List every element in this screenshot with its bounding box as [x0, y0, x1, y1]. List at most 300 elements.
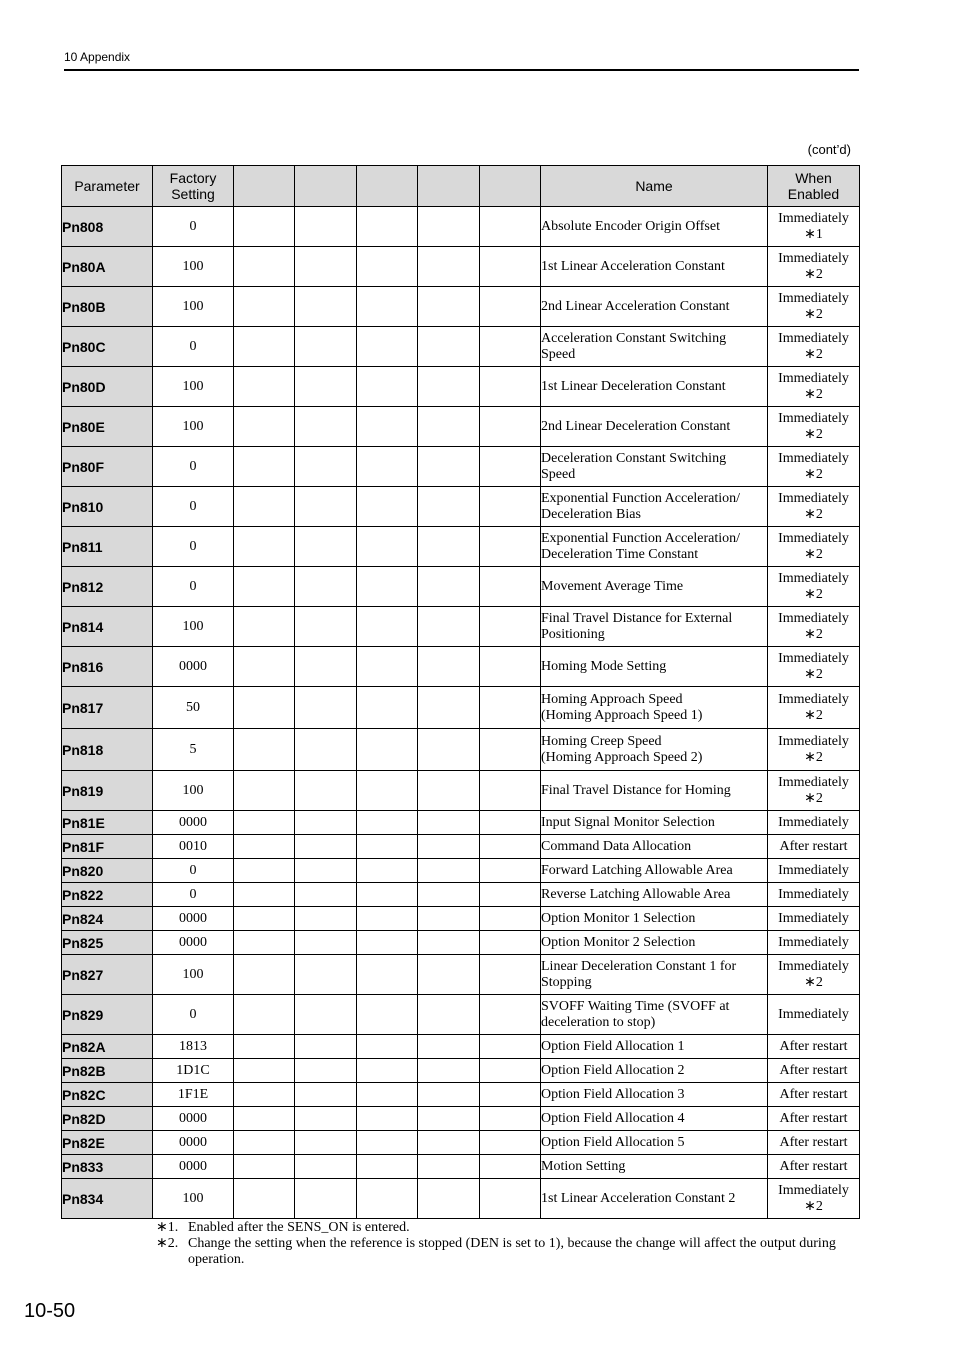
- blank-cell: [480, 931, 541, 955]
- parameter-number-cell: Pn829: [62, 995, 153, 1035]
- blank-cell: [357, 955, 418, 995]
- column-header-blank: [480, 166, 541, 207]
- blank-cell: [357, 883, 418, 907]
- blank-cell: [480, 1083, 541, 1107]
- blank-cell: [357, 447, 418, 487]
- parameter-name-cell: 1st Linear Acceleration Constant 2: [541, 1179, 768, 1219]
- factory-setting-cell: 0: [153, 527, 234, 567]
- factory-setting-cell: 0000: [153, 931, 234, 955]
- parameter-number-cell: Pn812: [62, 567, 153, 607]
- header-rule: [64, 69, 859, 71]
- blank-cell: [480, 835, 541, 859]
- parameter-name-cell: 1st Linear Deceleration Constant: [541, 367, 768, 407]
- blank-cell: [234, 811, 295, 835]
- blank-cell: [295, 995, 357, 1035]
- blank-cell: [295, 207, 357, 247]
- parameter-name-cell: Homing Approach Speed (Homing Approach Speed 1): [541, 687, 768, 729]
- blank-cell: [295, 835, 357, 859]
- parameter-name-cell: Forward Latching Allowable Area: [541, 859, 768, 883]
- blank-cell: [418, 207, 480, 247]
- blank-cell: [295, 327, 357, 367]
- blank-cell: [234, 407, 295, 447]
- parameter-name-cell: Movement Average Time: [541, 567, 768, 607]
- footnote-mark: ∗1.: [156, 1220, 179, 1235]
- footnote-text: Change the setting when the reference is stopped (DEN is set to 1), because the change will affect the output during operation.: [188, 1236, 836, 1267]
- blank-cell: [418, 247, 480, 287]
- blank-cell: [418, 811, 480, 835]
- blank-cell: [295, 567, 357, 607]
- blank-cell: [418, 647, 480, 687]
- when-enabled-cell: Immediately: [768, 907, 860, 931]
- parameter-name-cell: Final Travel Distance for Homing: [541, 771, 768, 811]
- factory-setting-cell: 0: [153, 327, 234, 367]
- parameter-name-cell: Exponential Function Acceleration/ Deceleration Bias: [541, 487, 768, 527]
- table-row: [62, 207, 860, 247]
- parameter-number-cell: Pn80E: [62, 407, 153, 447]
- blank-cell: [357, 1155, 418, 1179]
- blank-cell: [357, 729, 418, 771]
- factory-setting-cell: 0: [153, 447, 234, 487]
- blank-cell: [234, 771, 295, 811]
- parameter-number-cell: Pn824: [62, 907, 153, 931]
- factory-setting-cell: 1813: [153, 1035, 234, 1059]
- column-header-when-enabled: When Enabled: [768, 166, 860, 207]
- blank-cell: [357, 811, 418, 835]
- factory-setting-cell: 0: [153, 859, 234, 883]
- factory-setting-cell: 5: [153, 729, 234, 771]
- table-row: [62, 1059, 860, 1083]
- parameter-number-cell: Pn814: [62, 607, 153, 647]
- parameter-number-cell: Pn80B: [62, 287, 153, 327]
- parameter-name-cell: Final Travel Distance for External Positioning: [541, 607, 768, 647]
- blank-cell: [418, 931, 480, 955]
- factory-setting-cell: 0: [153, 883, 234, 907]
- factory-setting-cell: 100: [153, 607, 234, 647]
- parameter-name-cell: Deceleration Constant Switching Speed: [541, 447, 768, 487]
- blank-cell: [418, 729, 480, 771]
- parameter-number-cell: Pn80D: [62, 367, 153, 407]
- blank-cell: [234, 647, 295, 687]
- blank-cell: [295, 487, 357, 527]
- parameter-name-cell: Motion Setting: [541, 1155, 768, 1179]
- parameter-name-cell: Option Monitor 1 Selection: [541, 907, 768, 931]
- when-enabled-cell: Immediately ∗1: [768, 207, 860, 247]
- table-row: [62, 567, 860, 607]
- parameter-name-cell: Absolute Encoder Origin Offset: [541, 207, 768, 247]
- when-enabled-cell: Immediately ∗2: [768, 487, 860, 527]
- blank-cell: [480, 487, 541, 527]
- table-row: [62, 647, 860, 687]
- blank-cell: [234, 287, 295, 327]
- blank-cell: [480, 687, 541, 729]
- when-enabled-cell: Immediately ∗2: [768, 687, 860, 729]
- blank-cell: [480, 729, 541, 771]
- blank-cell: [295, 955, 357, 995]
- continued-label: (cont’d): [807, 142, 851, 157]
- parameter-name-cell: Option Field Allocation 2: [541, 1059, 768, 1083]
- blank-cell: [234, 1083, 295, 1107]
- when-enabled-cell: Immediately ∗2: [768, 447, 860, 487]
- blank-cell: [357, 487, 418, 527]
- blank-cell: [480, 287, 541, 327]
- parameter-name-cell: 1st Linear Acceleration Constant: [541, 247, 768, 287]
- blank-cell: [418, 955, 480, 995]
- table-row: [62, 407, 860, 447]
- blank-cell: [418, 883, 480, 907]
- factory-setting-cell: 0000: [153, 907, 234, 931]
- blank-cell: [295, 407, 357, 447]
- blank-cell: [234, 327, 295, 367]
- when-enabled-cell: After restart: [768, 1035, 860, 1059]
- blank-cell: [418, 771, 480, 811]
- parameter-number-cell: Pn82A: [62, 1035, 153, 1059]
- parameter-name-cell: Option Field Allocation 4: [541, 1107, 768, 1131]
- blank-cell: [295, 367, 357, 407]
- table-row: [62, 687, 860, 729]
- when-enabled-cell: Immediately ∗2: [768, 287, 860, 327]
- factory-setting-cell: 0: [153, 487, 234, 527]
- factory-setting-cell: 100: [153, 1179, 234, 1219]
- table-row: [62, 367, 860, 407]
- when-enabled-cell: After restart: [768, 1083, 860, 1107]
- blank-cell: [234, 447, 295, 487]
- page-number: 10-50: [24, 1300, 76, 1322]
- blank-cell: [357, 995, 418, 1035]
- parameter-number-cell: Pn822: [62, 883, 153, 907]
- blank-cell: [234, 247, 295, 287]
- parameter-number-cell: Pn817: [62, 687, 153, 729]
- blank-cell: [234, 883, 295, 907]
- blank-cell: [234, 729, 295, 771]
- factory-setting-cell: 100: [153, 955, 234, 995]
- blank-cell: [234, 1035, 295, 1059]
- blank-cell: [418, 567, 480, 607]
- parameter-name-cell: 2nd Linear Acceleration Constant: [541, 287, 768, 327]
- blank-cell: [295, 883, 357, 907]
- blank-cell: [234, 995, 295, 1035]
- when-enabled-cell: Immediately ∗2: [768, 567, 860, 607]
- blank-cell: [480, 1035, 541, 1059]
- when-enabled-cell: Immediately ∗2: [768, 729, 860, 771]
- blank-cell: [295, 729, 357, 771]
- parameter-name-cell: Input Signal Monitor Selection: [541, 811, 768, 835]
- when-enabled-cell: Immediately ∗2: [768, 955, 860, 995]
- blank-cell: [295, 647, 357, 687]
- blank-cell: [480, 811, 541, 835]
- column-header-blank: [357, 166, 418, 207]
- when-enabled-cell: Immediately ∗2: [768, 527, 860, 567]
- column-header-blank: [295, 166, 357, 207]
- factory-setting-cell: 100: [153, 367, 234, 407]
- parameter-number-cell: Pn827: [62, 955, 153, 995]
- blank-cell: [357, 607, 418, 647]
- blank-cell: [480, 247, 541, 287]
- parameter-number-cell: Pn810: [62, 487, 153, 527]
- blank-cell: [480, 907, 541, 931]
- blank-cell: [357, 859, 418, 883]
- blank-cell: [480, 995, 541, 1035]
- table-body: [62, 207, 860, 1219]
- blank-cell: [357, 1035, 418, 1059]
- table-row: [62, 287, 860, 327]
- table-row: [62, 1155, 860, 1179]
- factory-setting-cell: 100: [153, 771, 234, 811]
- blank-cell: [418, 1083, 480, 1107]
- blank-cell: [234, 687, 295, 729]
- blank-cell: [418, 907, 480, 931]
- blank-cell: [418, 1155, 480, 1179]
- blank-cell: [357, 567, 418, 607]
- blank-cell: [357, 287, 418, 327]
- when-enabled-cell: After restart: [768, 1107, 860, 1131]
- parameter-name-cell: 2nd Linear Deceleration Constant: [541, 407, 768, 447]
- blank-cell: [234, 527, 295, 567]
- blank-cell: [357, 367, 418, 407]
- parameter-number-cell: Pn82C: [62, 1083, 153, 1107]
- parameter-number-cell: Pn834: [62, 1179, 153, 1219]
- blank-cell: [357, 1083, 418, 1107]
- parameter-name-cell: Homing Mode Setting: [541, 647, 768, 687]
- blank-cell: [295, 1107, 357, 1131]
- blank-cell: [418, 527, 480, 567]
- blank-cell: [480, 883, 541, 907]
- parameter-number-cell: Pn808: [62, 207, 153, 247]
- parameter-number-cell: Pn820: [62, 859, 153, 883]
- factory-setting-cell: 1D1C: [153, 1059, 234, 1083]
- blank-cell: [480, 1059, 541, 1083]
- column-header-blank: [418, 166, 480, 207]
- parameter-name-cell: Option Field Allocation 1: [541, 1035, 768, 1059]
- table-row: [62, 729, 860, 771]
- blank-cell: [418, 1059, 480, 1083]
- table-row: [62, 907, 860, 931]
- blank-cell: [295, 247, 357, 287]
- blank-cell: [418, 487, 480, 527]
- parameter-name-cell: Linear Deceleration Constant 1 for Stopping: [541, 955, 768, 995]
- blank-cell: [295, 447, 357, 487]
- blank-cell: [357, 527, 418, 567]
- parameter-name-cell: SVOFF Waiting Time (SVOFF at deceleration to stop): [541, 995, 768, 1035]
- blank-cell: [418, 995, 480, 1035]
- column-header-name: Name: [541, 166, 768, 207]
- blank-cell: [234, 1179, 295, 1219]
- blank-cell: [480, 527, 541, 567]
- blank-cell: [357, 1131, 418, 1155]
- parameter-name-cell: Option Field Allocation 5: [541, 1131, 768, 1155]
- blank-cell: [295, 1131, 357, 1155]
- blank-cell: [295, 1179, 357, 1219]
- table-row: [62, 247, 860, 287]
- when-enabled-cell: Immediately: [768, 931, 860, 955]
- blank-cell: [480, 567, 541, 607]
- blank-cell: [418, 327, 480, 367]
- when-enabled-cell: Immediately: [768, 995, 860, 1035]
- when-enabled-cell: Immediately: [768, 883, 860, 907]
- parameter-number-cell: Pn80C: [62, 327, 153, 367]
- when-enabled-cell: After restart: [768, 835, 860, 859]
- blank-cell: [295, 771, 357, 811]
- blank-cell: [480, 771, 541, 811]
- blank-cell: [418, 859, 480, 883]
- table-row: [62, 1131, 860, 1155]
- parameter-name-cell: Homing Creep Speed (Homing Approach Speed 2): [541, 729, 768, 771]
- blank-cell: [295, 687, 357, 729]
- when-enabled-cell: Immediately ∗2: [768, 771, 860, 811]
- blank-cell: [295, 931, 357, 955]
- blank-cell: [295, 287, 357, 327]
- table-header-row: [62, 166, 860, 207]
- blank-cell: [234, 367, 295, 407]
- blank-cell: [418, 1179, 480, 1219]
- blank-cell: [480, 367, 541, 407]
- blank-cell: [357, 835, 418, 859]
- factory-setting-cell: 0000: [153, 647, 234, 687]
- table-row: [62, 327, 860, 367]
- table-row: [62, 1083, 860, 1107]
- blank-cell: [418, 835, 480, 859]
- when-enabled-cell: Immediately ∗2: [768, 247, 860, 287]
- blank-cell: [357, 1179, 418, 1219]
- parameter-name-cell: Acceleration Constant Switching Speed: [541, 327, 768, 367]
- blank-cell: [357, 687, 418, 729]
- blank-cell: [234, 1155, 295, 1179]
- footnote-mark: ∗2.: [156, 1236, 179, 1251]
- column-header-factory-setting: Factory Setting: [153, 166, 234, 207]
- footnote-text: Enabled after the SENS_ON is entered.: [188, 1220, 410, 1235]
- when-enabled-cell: Immediately ∗2: [768, 607, 860, 647]
- blank-cell: [295, 1155, 357, 1179]
- blank-cell: [480, 1107, 541, 1131]
- section-header: 10 Appendix: [64, 50, 131, 64]
- when-enabled-cell: After restart: [768, 1059, 860, 1083]
- when-enabled-cell: After restart: [768, 1131, 860, 1155]
- parameter-table: [61, 165, 860, 1219]
- table-row: [62, 487, 860, 527]
- blank-cell: [357, 1059, 418, 1083]
- blank-cell: [234, 907, 295, 931]
- blank-cell: [418, 1107, 480, 1131]
- factory-setting-cell: 0000: [153, 1155, 234, 1179]
- footnotes: [156, 1220, 856, 1268]
- table-row: [62, 995, 860, 1035]
- when-enabled-cell: Immediately ∗2: [768, 367, 860, 407]
- blank-cell: [357, 771, 418, 811]
- table-row: [62, 607, 860, 647]
- parameter-name-cell: Reverse Latching Allowable Area: [541, 883, 768, 907]
- blank-cell: [480, 647, 541, 687]
- blank-cell: [480, 1155, 541, 1179]
- blank-cell: [234, 859, 295, 883]
- table-row: [62, 1035, 860, 1059]
- factory-setting-cell: 100: [153, 247, 234, 287]
- factory-setting-cell: 0010: [153, 835, 234, 859]
- parameter-number-cell: Pn833: [62, 1155, 153, 1179]
- blank-cell: [418, 687, 480, 729]
- parameter-number-cell: Pn80A: [62, 247, 153, 287]
- table-row: [62, 1179, 860, 1219]
- table-row: [62, 447, 860, 487]
- column-header-blank: [234, 166, 295, 207]
- blank-cell: [480, 207, 541, 247]
- blank-cell: [418, 407, 480, 447]
- blank-cell: [418, 367, 480, 407]
- blank-cell: [234, 955, 295, 995]
- blank-cell: [295, 1083, 357, 1107]
- factory-setting-cell: 0000: [153, 811, 234, 835]
- blank-cell: [357, 247, 418, 287]
- when-enabled-cell: Immediately ∗2: [768, 1179, 860, 1219]
- blank-cell: [295, 859, 357, 883]
- footnote: [156, 1220, 856, 1236]
- blank-cell: [234, 1059, 295, 1083]
- parameter-number-cell: Pn81E: [62, 811, 153, 835]
- parameter-name-cell: Option Monitor 2 Selection: [541, 931, 768, 955]
- when-enabled-cell: Immediately: [768, 811, 860, 835]
- parameter-name-cell: Option Field Allocation 3: [541, 1083, 768, 1107]
- blank-cell: [480, 1179, 541, 1219]
- blank-cell: [357, 327, 418, 367]
- blank-cell: [295, 607, 357, 647]
- factory-setting-cell: 0: [153, 567, 234, 607]
- blank-cell: [234, 1131, 295, 1155]
- blank-cell: [480, 447, 541, 487]
- when-enabled-cell: Immediately ∗2: [768, 407, 860, 447]
- factory-setting-cell: 100: [153, 407, 234, 447]
- blank-cell: [357, 647, 418, 687]
- factory-setting-cell: 100: [153, 287, 234, 327]
- parameter-number-cell: Pn816: [62, 647, 153, 687]
- parameter-number-cell: Pn81F: [62, 835, 153, 859]
- factory-setting-cell: 0: [153, 995, 234, 1035]
- table-row: [62, 859, 860, 883]
- parameter-number-cell: Pn825: [62, 931, 153, 955]
- blank-cell: [357, 207, 418, 247]
- blank-cell: [480, 607, 541, 647]
- table-row: [62, 835, 860, 859]
- blank-cell: [418, 607, 480, 647]
- when-enabled-cell: Immediately ∗2: [768, 647, 860, 687]
- blank-cell: [357, 1107, 418, 1131]
- blank-cell: [418, 1035, 480, 1059]
- parameter-name-cell: Exponential Function Acceleration/ Deceleration Time Constant: [541, 527, 768, 567]
- blank-cell: [234, 567, 295, 607]
- factory-setting-cell: 0000: [153, 1131, 234, 1155]
- factory-setting-cell: 50: [153, 687, 234, 729]
- parameter-number-cell: Pn818: [62, 729, 153, 771]
- column-header-parameter: Parameter: [62, 166, 153, 207]
- blank-cell: [480, 407, 541, 447]
- blank-cell: [295, 527, 357, 567]
- blank-cell: [234, 1107, 295, 1131]
- table-row: [62, 527, 860, 567]
- blank-cell: [295, 907, 357, 931]
- when-enabled-cell: After restart: [768, 1155, 860, 1179]
- parameter-number-cell: Pn80F: [62, 447, 153, 487]
- blank-cell: [418, 1131, 480, 1155]
- footnote: [156, 1236, 856, 1268]
- factory-setting-cell: 0: [153, 207, 234, 247]
- blank-cell: [295, 1035, 357, 1059]
- blank-cell: [357, 931, 418, 955]
- blank-cell: [480, 859, 541, 883]
- table-row: [62, 931, 860, 955]
- blank-cell: [480, 1131, 541, 1155]
- blank-cell: [418, 287, 480, 327]
- parameter-number-cell: Pn82B: [62, 1059, 153, 1083]
- blank-cell: [357, 907, 418, 931]
- blank-cell: [234, 487, 295, 527]
- blank-cell: [234, 207, 295, 247]
